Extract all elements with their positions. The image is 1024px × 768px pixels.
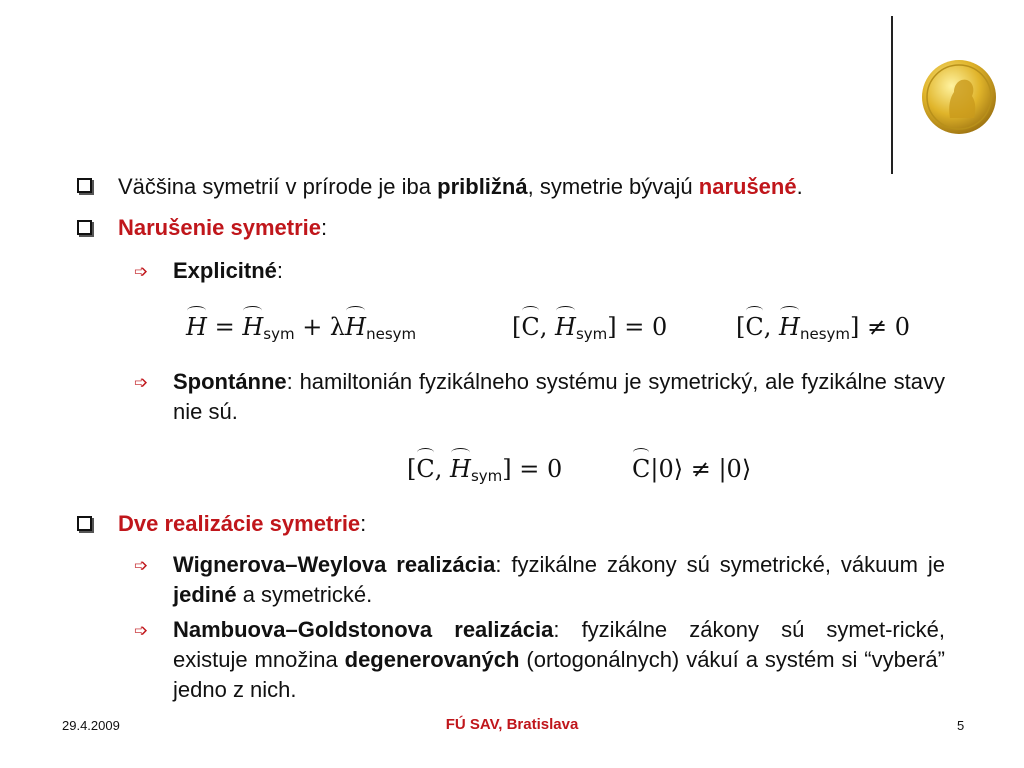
bullet-text: Väčšina symetrií v prírode je iba [118,174,438,199]
math-op: ] = 0 [502,455,563,483]
math-op: , [434,455,451,483]
sub-wigner-weyl [173,550,945,610]
equation-commutator-sym [512,313,667,343]
sub-text: : fyzikálne zákony sú symetrické, vákuum je [495,552,945,577]
symmetry-operator-symbol: C [632,455,651,483]
sub-text: a symetrické. [236,582,373,607]
bold-unique: jediné [173,582,237,607]
math-op: , [763,313,780,341]
math-op: , [539,313,556,341]
hamiltonian-symbol: H [450,455,471,483]
footer-date: 29.4.2009 [62,718,120,733]
sub-text: : hamiltonián fyzikálneho systému je symetrický, ale fyzikálne stavy nie sú. [173,369,945,424]
bracket: [ [407,455,417,483]
sub-explicit [173,256,945,286]
bold-approximate: približná [437,174,528,199]
red-broken: narušené [698,174,797,199]
math-op: = [206,313,243,341]
checkbox-bullet-icon [77,220,92,235]
checkbox-bullet-icon [77,178,92,193]
math-op: ] ≠ 0 [850,313,910,341]
equation-vacuum [632,455,751,483]
bold-explicit: Explicitné [173,258,277,283]
checkbox-bullet-icon [77,516,92,531]
subscript-sym: sym [575,325,608,343]
subscript-nesym: nesym [366,325,417,343]
bold-nambu-goldstone: Nambuova–Goldstonova realizácia [173,617,554,642]
bullet-symmetry-breaking [118,213,948,243]
punctuation: : [360,511,367,536]
symmetry-operator-symbol: C [416,455,435,483]
hamiltonian-symbol: H [779,313,800,341]
punctuation: . [796,174,803,199]
arrow-bullet-icon: ➩ [134,621,149,640]
arrow-bullet-icon: ➩ [134,556,149,575]
hamiltonian-symbol: H [242,313,264,341]
math-op: ] = 0 [607,313,668,341]
bullet-text: , symetrie bývajú [527,174,699,199]
punctuation: : [321,215,328,240]
arrow-bullet-icon: ➩ [134,262,149,281]
equation-spontaneous [407,455,562,485]
header-divider [891,16,893,174]
bracket: [ [736,313,746,341]
symmetry-operator-symbol: C [521,313,540,341]
subscript-nesym: nesym [799,325,850,343]
sub-nambu-goldstone [173,615,945,705]
symmetry-operator-symbol: C [745,313,764,341]
punctuation: : [276,258,284,283]
subscript-sym: sym [470,467,503,485]
hamiltonian-symbol: H [555,313,576,341]
equation-commutator-nesym [736,313,910,343]
sub-text: : fyzikálne zákony sú symet-rické, existuje množina [173,617,945,672]
bullet-realizations [118,509,948,539]
footer-page-number: 5 [957,718,965,733]
bold-spontaneous: Spontánne [173,369,287,394]
footer-institution: FÚ SAV, Bratislava [445,716,579,733]
red-heading: Narušenie symetrie [118,215,321,240]
sub-spontaneous [173,367,945,427]
subscript-sym: sym [263,325,295,343]
equation-explicit [186,313,416,343]
nobel-medal-logo [920,58,998,136]
sub-text: (ortogonálnych) vákuí a systém si “vyberá” jedno z nich. [173,647,945,702]
vacuum-ket: |0⟩ ≠ |0⟩ [650,455,752,483]
hamiltonian-symbol: H [186,313,207,341]
math-op: + λ [294,313,346,341]
red-heading: Dve realizácie symetrie [118,511,361,536]
bold-degenerate: degenerovaných [344,647,520,672]
arrow-bullet-icon: ➩ [134,373,149,392]
bold-wigner-weyl: Wignerova–Weylova realizácia [173,552,496,577]
hamiltonian-symbol: H [345,313,367,341]
bracket: [ [512,313,522,341]
bullet-symmetry-approximate [118,172,948,202]
